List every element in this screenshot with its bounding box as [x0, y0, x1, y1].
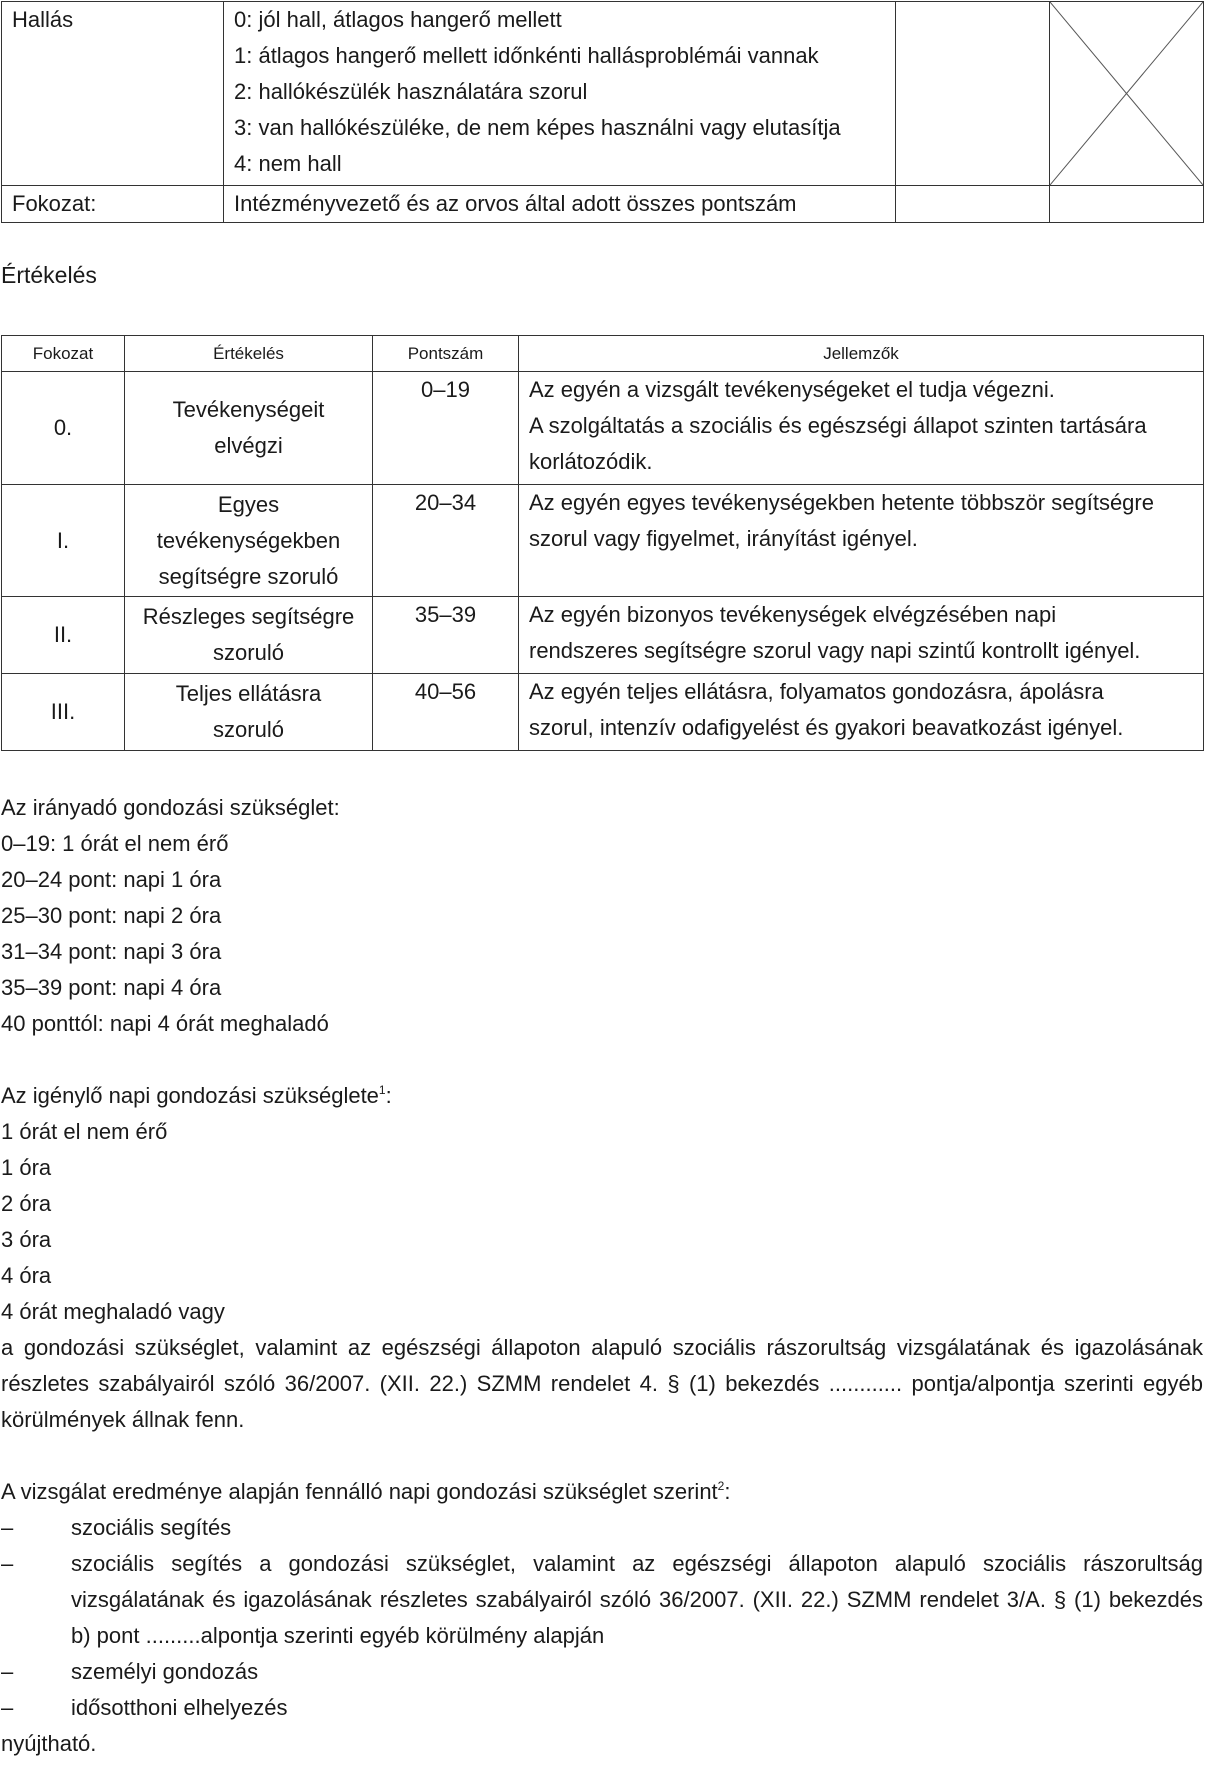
list-item	[1, 1654, 1203, 1690]
list-item	[1, 1546, 1203, 1654]
points-cell: 0–19	[373, 372, 519, 485]
title-text: Az igénylő napi gondozási szükséglete	[1, 1083, 379, 1108]
row-label: Hallás	[2, 2, 224, 186]
rating-line: Részleges segítségre	[142, 604, 355, 629]
list-item: 20–24 pont: napi 1 óra	[1, 867, 222, 892]
list-item: 3 óra	[1, 1227, 52, 1252]
item-text: idősotthoni elhelyezés	[71, 1695, 288, 1720]
table-row	[2, 2, 1204, 186]
level-cell: II.	[2, 597, 125, 674]
description-line: Az egyén teljes ellátásra, folyamatos gondozásra, ápolásra	[529, 679, 1104, 704]
description-line: Az egyén egyes tevékenységekben hetente többször segítségre	[529, 490, 1154, 515]
list-item: 25–30 pont: napi 2 óra	[1, 903, 222, 928]
item-text: személyi gondozás	[71, 1659, 259, 1684]
result-section	[1, 1474, 1203, 1762]
description-cell	[519, 597, 1204, 674]
section-title: Az irányadó gondozási szükséglet:	[1, 795, 340, 820]
rating-line: tevékenységekben	[156, 527, 341, 553]
level-cell: I.	[2, 485, 125, 597]
dash-bullet: –	[1, 1659, 14, 1684]
crossed-cell	[1050, 2, 1204, 186]
list-item: 0–19: 1 órát el nem érő	[1, 831, 229, 856]
description-line: szorul, intenzív odafigyelést és gyakori beavatkozást igényel.	[529, 715, 1124, 740]
points-cell: 35–39	[373, 597, 519, 674]
rating-cell	[125, 597, 373, 674]
list-item: 1 órát el nem érő	[1, 1119, 168, 1144]
description-line: Az egyén a vizsgált tevékenységeket el tudja végezni.	[529, 377, 1055, 402]
rating-line: Tevékenységeit	[172, 397, 325, 422]
empty-cell	[896, 2, 1050, 186]
section-title	[1, 1474, 1203, 1510]
column-header: Pontszám	[373, 336, 519, 372]
description-cell	[519, 485, 1204, 597]
care-need-section	[1, 790, 340, 1042]
option-item: 2: hallókészülék használatára szorul	[234, 79, 588, 104]
list-item: 2 óra	[1, 1191, 52, 1216]
item-text: szociális segítés a gondozási szükséglet, valamint az egészségi állapoton alapuló szociális rászorultság vizsgálatának és igazolásának részletes szabályairól szóló 36/2007. (XII. 22.) SZMM rendelet 3/A. § (1) bekezdés b) pont .........alpontja szerinti egyéb körülmény alapján	[71, 1551, 1203, 1648]
evaluation-heading: Értékelés	[1, 262, 97, 288]
level-cell: III.	[2, 674, 125, 751]
description-line: korlátozódik.	[529, 449, 653, 474]
dash-bullet: –	[1, 1551, 14, 1576]
dash-bullet: –	[1, 1515, 14, 1540]
list-item	[1, 1690, 1203, 1726]
description-cell	[519, 674, 1204, 751]
hearing-table	[1, 1, 1204, 223]
rating-cell	[125, 485, 373, 597]
title-suffix: :	[724, 1479, 731, 1504]
points-cell: 20–34	[373, 485, 519, 597]
table-row	[2, 674, 1204, 751]
list-item	[1, 1510, 1203, 1546]
list-item: 40 ponttól: napi 4 órát meghaladó	[1, 1011, 329, 1036]
footer-text: nyújtható.	[1, 1731, 97, 1756]
footnote-ref: 1	[378, 1083, 386, 1097]
table-row	[2, 597, 1204, 674]
list-item: 1 óra	[1, 1155, 52, 1180]
list-item: 35–39 pont: napi 4 óra	[1, 975, 222, 1000]
description-line: rendszeres segítségre szorul vagy napi szintű kontrollt igényel.	[529, 638, 1141, 663]
title-text: A vizsgálat eredménye alapján fennálló napi gondozási szükséglet szerint	[1, 1479, 718, 1504]
hearing-options	[224, 2, 896, 186]
rating-line: szoruló	[213, 717, 284, 742]
list-item: 4 órát meghaladó vagy	[1, 1299, 225, 1324]
row-text: Intézményvezető és az orvos által adott összes pontszám	[224, 186, 896, 223]
level-cell: 0.	[2, 372, 125, 485]
points-cell: 40–56	[373, 674, 519, 751]
empty-cell	[896, 186, 1050, 223]
rating-line: elvégzi	[214, 433, 283, 458]
rating-line: segítségre szoruló	[158, 563, 339, 589]
column-header: Fokozat	[2, 336, 125, 372]
rating-line: szoruló	[213, 640, 284, 665]
option-item: 0: jól hall, átlagos hangerő mellett	[234, 7, 562, 32]
rating-line: Egyes	[217, 491, 280, 517]
option-item: 1: átlagos hangerő mellett időnkénti hallásproblémái vannak	[234, 43, 819, 68]
footnote-ref: 2	[717, 1479, 725, 1493]
evaluation-table	[1, 335, 1204, 751]
row-label: Fokozat:	[2, 186, 224, 223]
paragraph: a gondozási szükséglet, valamint az egészségi állapoton alapuló szociális rászorultság vizsgálatának és igazolásának részletes szabályairól szóló 36/2007. (XII. 22.) SZMM rendelet 4. § (1) bekezdés ............ pontja/alpontja szerinti egyéb körülmények állnak fenn.	[1, 1335, 1203, 1432]
description-line: Az egyén bizonyos tevékenységek elvégzésében napi	[529, 602, 1057, 627]
section-title	[1, 1078, 1203, 1114]
option-item: 3: van hallókészüléke, de nem képes használni vagy elutasítja	[234, 115, 841, 140]
column-header: Jellemzők	[519, 336, 1204, 372]
description-cell	[519, 372, 1204, 485]
item-text: szociális segítés	[71, 1515, 232, 1540]
option-item: 4: nem hall	[234, 151, 342, 176]
table-row	[2, 186, 1204, 223]
list-item: 31–34 pont: napi 3 óra	[1, 939, 222, 964]
list-item: 4 óra	[1, 1263, 52, 1288]
rating-cell	[125, 674, 373, 751]
table-row	[2, 485, 1204, 597]
dash-bullet: –	[1, 1695, 14, 1720]
description-line: A szolgáltatás a szociális és egészségi állapot szinten tartására	[529, 413, 1147, 438]
cross-mark-icon	[1050, 2, 1203, 185]
column-header: Értékelés	[125, 336, 373, 372]
title-suffix: :	[385, 1083, 392, 1108]
description-line: szorul vagy figyelmet, irányítást igényel.	[529, 526, 918, 551]
table-header-row	[2, 336, 1204, 372]
rating-line: Teljes ellátásra	[175, 681, 322, 706]
empty-cell	[1050, 186, 1204, 223]
applicant-need-section	[1, 1078, 1203, 1438]
rating-cell	[125, 372, 373, 485]
table-row	[2, 372, 1204, 485]
